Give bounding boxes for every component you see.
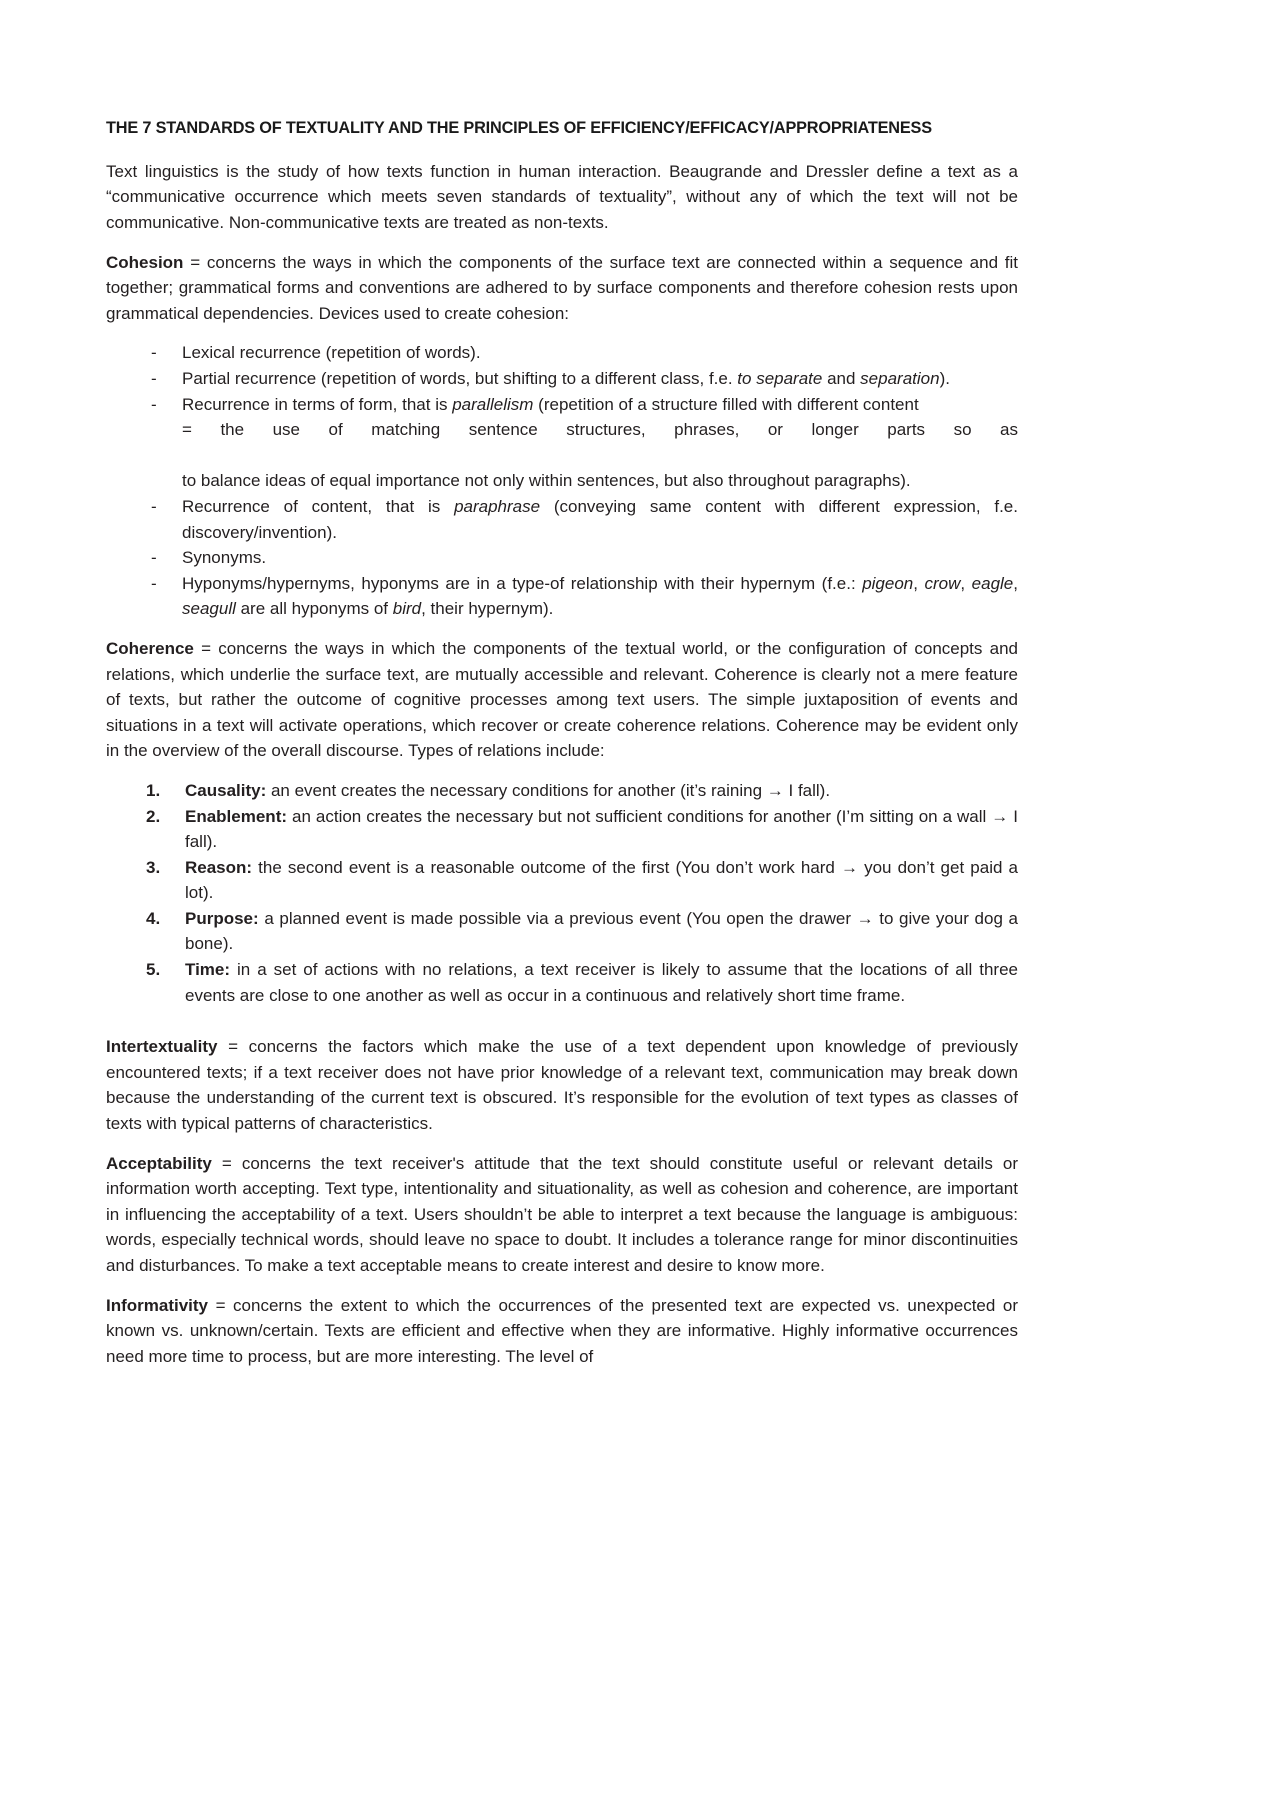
device-text: Lexical recurrence (repetition of words). <box>182 343 481 363</box>
device-text-after: (repetition of a structure filled with different content <box>533 394 919 414</box>
acceptability-paragraph <box>106 1151 1018 1279</box>
device-tail-text: to balance ideas of equal importance not only within sentences, but also throughout paragraphs). <box>182 471 911 491</box>
coherence-relations-list <box>106 778 1018 1008</box>
relation-text: an action creates the necessary but not sufficient conditions for another (I’m sitting on a wall → I fall). <box>185 806 1018 852</box>
device-text-after: , their hypernym). <box>421 599 554 619</box>
device-text: Synonyms. <box>182 548 267 568</box>
intertextuality-lead-term: Intertextuality <box>106 1037 218 1057</box>
relation-label: Purpose: <box>185 908 259 928</box>
cohesion-body-text: = concerns the ways in which the components of the surface text are connected within a sequence and fit together; grammatical forms and conventions are adhered to by surface components and therefore cohesion rests upon grammatical dependencies. Devices used to create cohesion: <box>106 252 1018 323</box>
device-sep-2: , <box>960 573 972 593</box>
cohesion-devices-list <box>106 340 1018 622</box>
intertextuality-paragraph <box>106 1034 1018 1136</box>
cohesion-paragraph <box>106 250 1018 327</box>
list-item <box>106 804 1018 855</box>
relation-text: an event creates the necessary conditions for another (it’s raining → I fall). <box>266 780 831 800</box>
device-italic-term: pigeon <box>862 573 914 593</box>
device-text: Recurrence of content, that is <box>182 496 455 516</box>
relation-text: a planned event is made possible via a previous event (You open the drawer → to give your dog a bone). <box>185 908 1018 954</box>
device-text: Hyponyms/hypernyms, hyponyms are in a type-of relationship with their hypernym (f.e.: <box>182 573 863 593</box>
intro-paragraph: Text linguistics is the study of how texts function in human interaction. Beaugrande and Dressler define a text as a “communicative occurrence which meets seven standards of textuality”, without any of which the text will not be communicative. Non-communicative texts are treated as non-texts. <box>106 161 1018 233</box>
device-italic-term: parallelism <box>452 394 534 414</box>
acceptability-body-text: = concerns the text receiver's attitude that the text should constitute useful or relevant details or information worth accepting. Text type, intentionality and situationality, as well as cohesion and coherence, are important in influencing the acceptability of a text. Users shouldn’t be able to interpret a text because the language is ambiguous: words, especially technical words, should leave no space to doubt. It includes a tolerance range for minor discontinuities and disturbances. To make a text acceptable means to create interest and desire to know more. <box>106 1153 1018 1276</box>
intertextuality-body-text: = concerns the factors which make the use of a text dependent upon knowledge of previously encountered texts; if a text receiver does not have prior knowledge of a relevant text, communication may break down because the understanding of the current text is obscured. It’s responsible for the evolution of text types as classes of texts with typical patterns of characteristics. <box>106 1037 1018 1134</box>
list-item <box>106 855 1018 906</box>
device-sep-1: , <box>913 573 925 593</box>
device-text-after: (conveying same content with different expression, f.e. discovery/invention). <box>182 496 1018 542</box>
page-title: THE 7 STANDARDS OF TEXTUALITY AND THE PRINCIPLES OF EFFICIENCY/EFFICACY/APPROPRIATENESS <box>106 119 932 137</box>
list-item <box>106 778 1018 804</box>
relation-label: Enablement: <box>185 806 288 826</box>
device-text: Recurrence in terms of form, that is <box>182 394 453 414</box>
device-spaced-line: = the use of matching sentence structures, phrases, or longer parts so as <box>182 420 1018 440</box>
device-text: Partial recurrence (repetition of words, but shifting to a different class, f.e. <box>182 369 738 389</box>
list-item <box>106 906 1018 957</box>
list-item <box>106 957 1018 1008</box>
list-item <box>106 366 1018 392</box>
acceptability-lead-term: Acceptability <box>106 1153 212 1173</box>
coherence-body-text: = concerns the ways in which the components of the textual world, or the configuration of concepts and relations, which underlie the surface text, are mutually accessible and relevant. Coherence is clearly not a mere feature of texts, but rather the outcome of cognitive processes among text users. The simple juxtaposition of events and situations in a text will activate operations, which recover or create coherence relations. Coherence may be evident only in the overview of the overall discourse. Types of relations include: <box>106 638 1018 761</box>
informativity-body-text: = concerns the extent to which the occurrences of the presented text are expected vs. unexpected or known vs. unknown/certain. Texts are efficient and effective when they are informative. Highly informative occurrences need more time to process, but are more interesting. The level of <box>106 1295 1018 1366</box>
device-text-after: ). <box>939 369 950 389</box>
device-text-mid: and <box>822 369 861 389</box>
list-item <box>106 571 1018 622</box>
device-italic-term-5: bird <box>392 599 422 619</box>
coherence-lead-term: Coherence <box>106 638 194 658</box>
cohesion-lead-term: Cohesion <box>106 252 184 272</box>
device-sep-3: , <box>1013 573 1018 593</box>
device-italic-term: to separate <box>737 369 823 389</box>
device-italic-term-4: seagull <box>182 599 236 619</box>
relation-text: the second event is a reasonable outcome of the first (You don’t work hard → you don’t get paid a lot). <box>185 857 1018 903</box>
relation-label: Reason: <box>185 857 253 877</box>
list-item <box>106 545 1018 571</box>
device-italic-term-2: separation <box>860 369 940 389</box>
relation-text: in a set of actions with no relations, a text receiver is likely to assume that the locations of all three events are close to one another as well as occur in a continuous and relatively short time frame. <box>185 960 1018 1005</box>
list-item <box>106 494 1018 545</box>
relation-label: Causality: <box>185 780 267 800</box>
informativity-lead-term: Informativity <box>106 1295 209 1315</box>
list-item <box>106 392 1018 494</box>
relation-label: Time: <box>185 960 231 980</box>
device-text-mid: are all hyponyms of <box>235 599 393 619</box>
list-item <box>106 340 1018 366</box>
informativity-paragraph <box>106 1293 1018 1370</box>
coherence-paragraph <box>106 636 1018 764</box>
device-italic-term-3: eagle <box>971 573 1014 593</box>
device-italic-term: paraphrase <box>454 496 541 516</box>
device-italic-term-2: crow <box>924 573 961 593</box>
document-body <box>106 118 1018 1369</box>
